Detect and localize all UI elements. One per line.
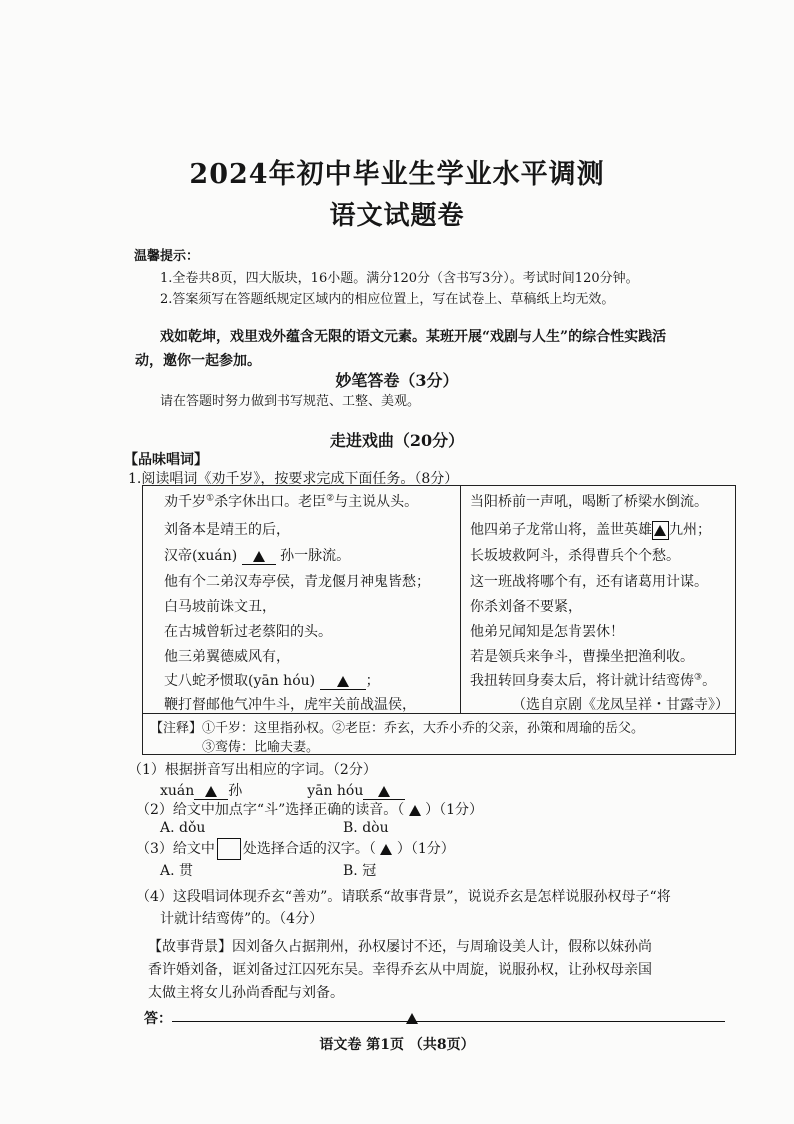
subquestion-1: （1）根据拼音写出相应的字词。（2分） [128,762,377,778]
subquestion-4-line-1: （4）这段唱词体现乔玄“善劝”。请联系“故事背景”，说说乔玄是怎样说服孙权母子“将 [136,889,671,905]
answer-triangle-icon [406,1008,418,1027]
section-title-opera: 走进戏曲（20分） [329,431,465,450]
lyric-right-2: 他四弟子龙常山将，盖世英雄 九州； [470,522,711,538]
blank-triangle-icon [253,551,265,562]
question-1: 1.阅读唱词《劝千岁》，按要求完成下面任务。（8分） [128,471,459,487]
lyric-left-6: 在古城曾斩过老蔡阳的头。 [164,624,332,640]
lyric-left-3: 汉帝(xuán) 孙一脉流。 [164,548,351,564]
lyric-right-8: 我扭转回身奏太后，将计就计结鸾俦③。 [470,672,717,689]
blank-triangle-icon [409,805,421,816]
option-2b: B. dòu [343,820,389,836]
option-3b: B. 冠 [343,863,377,879]
lyric-left-2: 刘备本是靖王的后， [164,522,290,538]
subquestion-3: （3）给文中 处选择合适的汉字。（ ）（1分） [136,838,455,860]
lyric-left-5: 白马坡前诛文丑， [164,599,276,615]
lyric-left-7: 他三弟翼德威风有， [164,649,290,665]
blank-triangle-icon [337,676,349,687]
lyric-left-8: 丈八蛇矛惯取(yān hóu) ； [164,673,380,689]
lyric-source: （选自京剧《龙凤呈祥・甘露寺》） [512,697,729,713]
subquestion-4-line-2: 计就计结鸾俦”的。（4分） [160,911,324,927]
notes-line-2: ③鸾俦：比喻夫妻。 [202,740,320,755]
exam-subtitle: 语文试题卷 [329,201,465,231]
notes-line-1: 【注释】①千岁：这里指孙权。②老臣：乔玄，大乔小乔的父亲，孙策和周瑜的岳父。 [150,721,645,736]
background-line-3: 太做主将女儿孙尚香配与刘备。 [148,985,344,1001]
section-writing-text: 请在答题时努力做到书写规范、工整、美观。 [160,394,421,409]
subquestion-2: （2）给文中加点字“斗”选择正确的读音。（ ）（1分） [136,802,484,818]
choice-box [652,521,669,540]
tips-heading: 温馨提示： [134,249,200,264]
subquestion-1-items: xuán 孙 yān hóu [160,780,405,800]
blank-triangle-icon [378,786,390,797]
lyric-right-5: 你杀刘备不要紧， [470,599,582,615]
background-line-2: 香许婚刘备，诓刘备过江囚死东吴。幸得乔玄从中周旋，说服孙权，让孙权母亲国 [148,962,652,978]
tip-item-2: 2.答案须写在答题纸规定区域内的相应位置上，写在试卷上、草稿纸上均无效。 [160,292,615,307]
blank-triangle-icon [654,525,666,536]
background-line-1: 【故事背景】因刘备久占据荆州，孙权屡讨不还，与周瑜设美人计，假称以妹孙尚 [148,939,652,955]
option-3a: A. 贯 [160,863,194,879]
lyrics-divider [460,485,461,713]
lyric-right-6: 他弟兄闻知是怎肯罢休！ [470,624,624,640]
lyric-right-7: 若是领兵来争斗，曹操坐把渔利收。 [470,649,694,665]
intro-line-1: 戏如乾坤，戏里戏外蕴含无限的语文元素。某班开展“戏剧与人生”的综合性实践活 [160,329,667,345]
exam-title: 2024年初中毕业生学业水平调测 [189,159,605,190]
tip-item-1: 1.全卷共8页，四大版块，16小题。满分120分（含书写3分）。考试时间120分钟。 [160,271,639,286]
answer-line[interactable] [172,1021,725,1022]
answer-label: 答： [144,1011,172,1027]
option-2a: A. dǒu [160,820,206,836]
intro-line-2: 动，邀你一起参加。 [135,353,261,369]
lyric-right-4: 这一班战将哪个有，还有诸葛用计谋。 [470,574,708,590]
lyric-left-1: 劝千岁①杀字休出口。老臣②与主说从头。 [164,493,419,510]
lyric-right-3: 长坂坡救阿斗，杀得曹兵个个愁。 [470,548,680,564]
page-footer: 语文卷 第1页 （共8页） [319,1037,475,1053]
lyric-left-9: 鞭打督邮他气冲牛斗，虎牢关前战温侯， [164,697,416,713]
lyric-right-1: 当阳桥前一声吼，喝断了桥梁水倒流。 [470,494,708,510]
blank-triangle-icon [380,844,392,855]
subsection-heading: 【品味唱词】 [124,452,208,468]
lyric-left-4: 他有个二弟汉寿亭侯，青龙偃月神鬼皆愁； [164,574,430,590]
section-title-writing: 妙笔答卷（3分） [335,371,459,390]
blank-triangle-icon [205,786,217,797]
choice-box [217,838,241,860]
